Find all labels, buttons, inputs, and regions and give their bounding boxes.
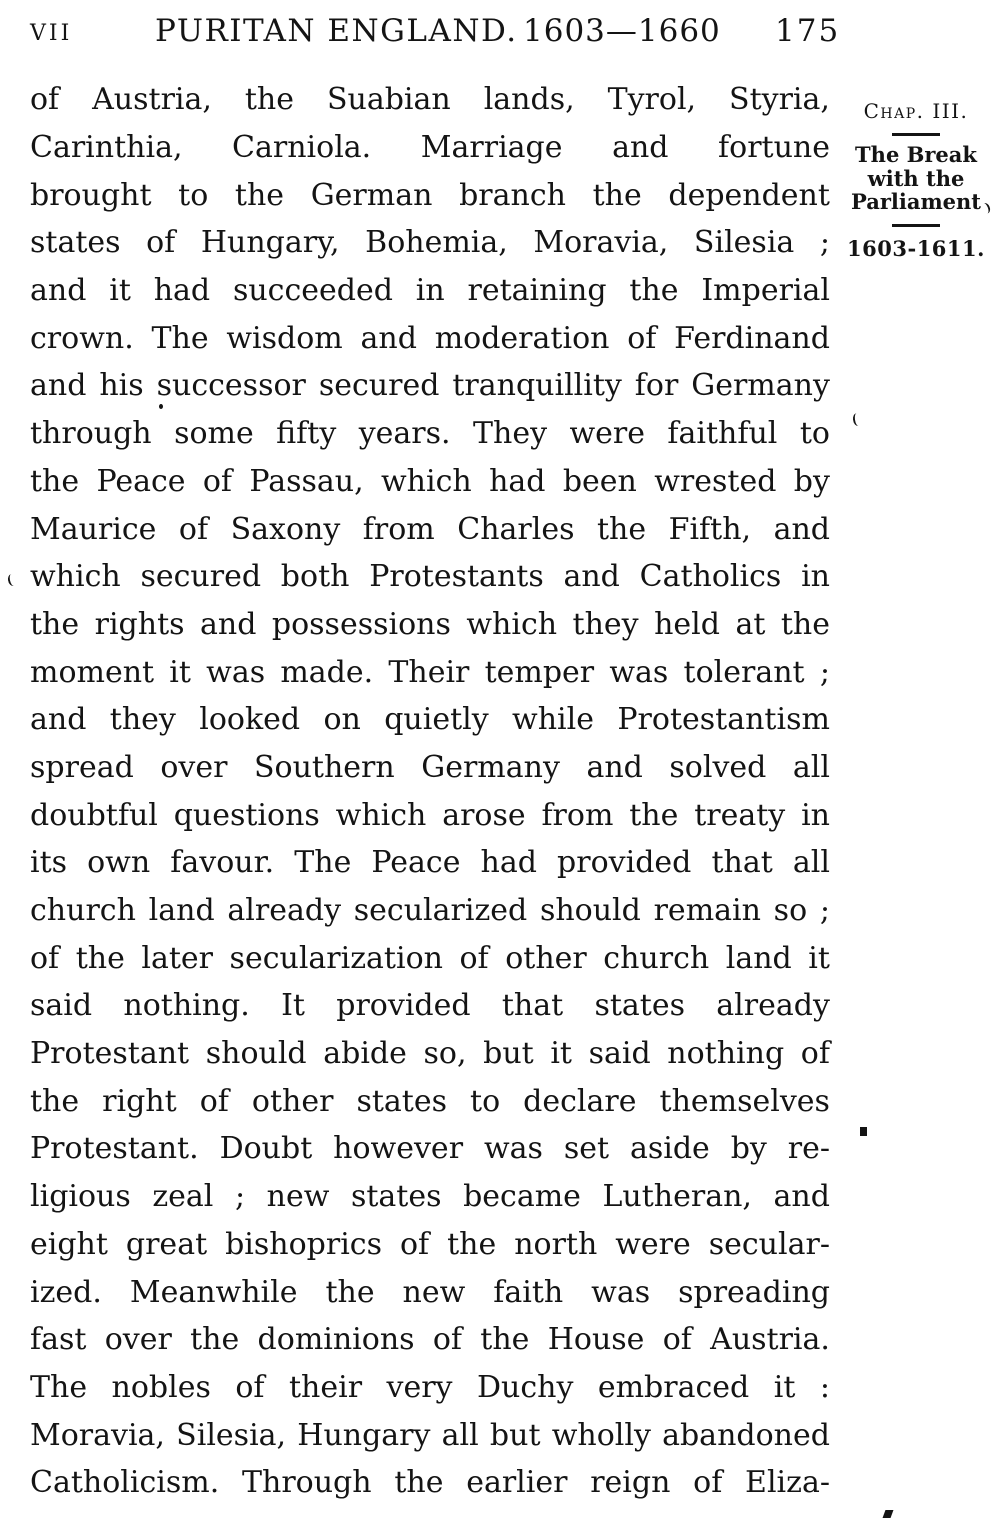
- body-line: and his successor secured tranquillity for Germany: [30, 368, 830, 404]
- body-line: ized. Meanwhile the new faith was spreading: [30, 1274, 830, 1310]
- body-line: ligious zeal ; new states became Lutheran, and: [30, 1179, 830, 1215]
- body-line: and it had succeeded in retaining the Imperial: [30, 273, 830, 309]
- body-line: through some fifty years. They were faithful to: [30, 416, 830, 452]
- body-text: [30, 76, 830, 1507]
- body-line: the Peace of Passau, which had been wrested by: [30, 463, 830, 499]
- body-line: Moravia, Silesia, Hungary all but wholly abandoned: [30, 1417, 830, 1453]
- body-line: Carinthia, Carniola. Marriage and fortune: [30, 130, 830, 166]
- body-line: doubtful questions which arose from the treaty in: [30, 797, 830, 833]
- body-line: which secured both Protestants and Catholics in: [30, 559, 830, 595]
- margin-rule-top: [892, 133, 940, 136]
- scan-artifact: [852, 412, 863, 426]
- body-line: crown. The wisdom and moderation of Ferdinand: [30, 320, 830, 356]
- margin-rule-bottom: [892, 224, 940, 227]
- body-line: of the later secularization of other church land it: [30, 940, 830, 976]
- body-line: the rights and possessions which they held at the: [30, 606, 830, 642]
- page-number: 175: [775, 13, 841, 49]
- body-line: moment it was made. Their temper was tolerant ;: [30, 654, 830, 690]
- body-line: spread over Southern Germany and solved all: [30, 749, 830, 785]
- body-line: its own favour. The Peace had provided that all: [30, 845, 830, 881]
- body-line: Protestant. Doubt however was set aside by re-: [30, 1131, 830, 1167]
- scan-artifact: [159, 404, 163, 409]
- body-line: Catholicism. Through the earlier reign of Eliza-: [30, 1465, 830, 1501]
- scan-artifact: [7, 573, 18, 587]
- body-line: Protestant should abide so, but it said nothing of: [30, 1036, 830, 1072]
- body-line: Maurice of Saxony from Charles the Fifth, and: [30, 511, 830, 547]
- body-line: said nothing. It provided that states already: [30, 988, 830, 1024]
- margin-note-line: with the: [867, 165, 965, 191]
- margin-note-years: 1603-1611.: [847, 235, 985, 261]
- scan-artifact: [883, 1510, 894, 1518]
- body-line: and they looked on quietly while Protestantism: [30, 702, 830, 738]
- body-line: The nobles of their very Duchy embraced it :: [30, 1369, 830, 1405]
- body-line: fast over the dominions of the House of Austria.: [30, 1322, 830, 1358]
- body-line: the right of other states to declare themselves: [30, 1083, 830, 1119]
- scan-artifact: [860, 1127, 867, 1136]
- running-title: PURITAN ENGLAND.: [155, 13, 518, 49]
- margin-note-line: Parliament: [850, 189, 981, 214]
- body-line: brought to the German branch the dependent: [30, 177, 830, 213]
- chapter-numeral: VII: [30, 21, 73, 46]
- body-line: states of Hungary, Bohemia, Moravia, Silesia ;: [30, 225, 830, 261]
- margin-note: [836, 99, 996, 261]
- body-line: church land already secularized should remain so ;: [30, 893, 830, 929]
- body-line: of Austria, the Suabian lands, Tyrol, Styria,: [30, 82, 830, 118]
- body-line: eight great bishoprics of the north were secular-: [30, 1226, 830, 1262]
- running-header: [0, 0, 1000, 60]
- margin-chapter-label: Chap. III.: [863, 99, 969, 123]
- header-date-range: 1603—1660: [523, 13, 721, 49]
- margin-note-line: The Break: [855, 142, 977, 167]
